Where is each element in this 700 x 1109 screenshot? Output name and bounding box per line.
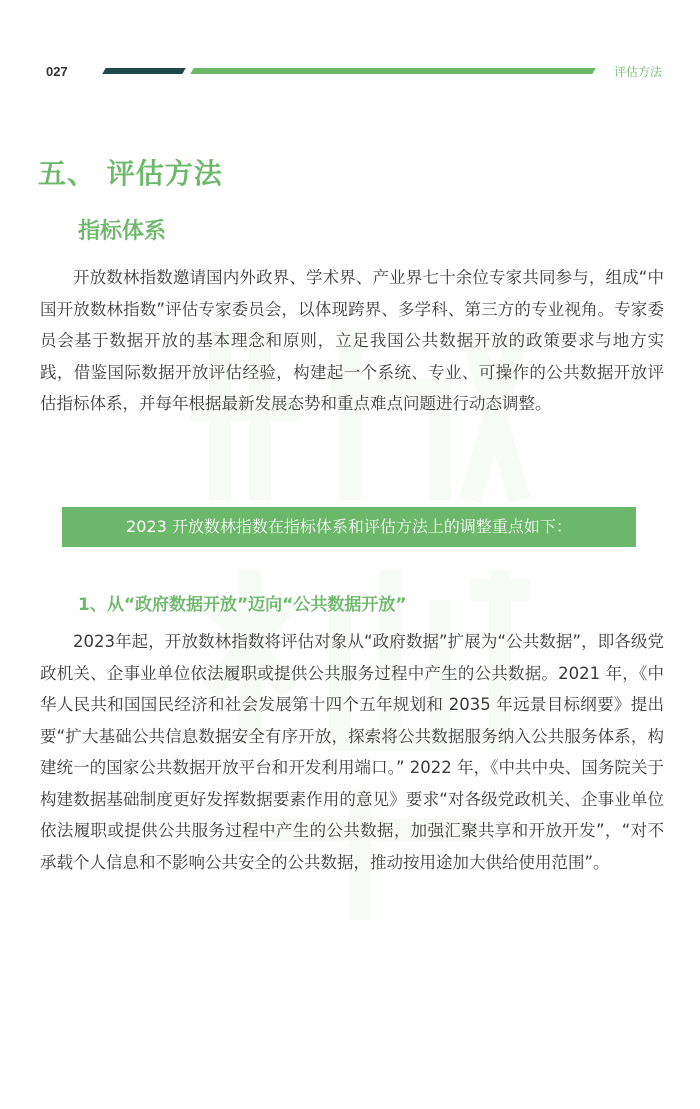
section-subtitle: 指标体系 xyxy=(78,219,167,244)
header-section-label: 评估方法 xyxy=(614,65,663,79)
header-green-bar xyxy=(190,68,595,74)
point-1-paragraph: 2023年起，开放数林指数将评估对象从“政府数据”扩展为“公共数据”，即各级党政机关、企事业单位依法履职或提供公共服务过程中产生的公共数据。2021 年，《中华人民共和国国民经济和社会发展第十四个五年规划和 2035 年远景目标纲要》提出要“扩大基础公共信息数据安全有序开放，探索将公共数据服务纳入公共服务体系，构建统一的国家公共数据开放平台和开发利用端口。” 2022 年，《中共中央、国务院关于构建数据基础制度更好发挥数据要素作用的意见》要求“对各级党政机关、企事业单位依法履职或提供公共服务过程中产生的公共数据，加强汇聚共享和开放开发”，“对不承载个人信息和不影响公共安全的公共数据，推动按用途加大供给使用范围”。 xyxy=(40,632,664,872)
header-dark-bar xyxy=(102,68,185,74)
section-title: 五、 评估方法 xyxy=(38,157,223,190)
intro-paragraph: 开放数林指数邀请国内外政界、学术界、产业界七十余位专家共同参与，组成“中国开放数林指数”评估专家委员会，以体现跨界、多学科、第三方的专业视角。专家委员会基于数据开放的基本理念和原则，立足我国公共数据开放的政策要求与地方实践，借鉴国际数据开放评估经验，构建起一个系统、专业、可操作的公共数据开放评估指标体系，并每年根据最新发展态势和重点难点问题进行动态调整。 xyxy=(40,268,664,413)
point-1-heading: 1、从“政府数据开放”迈向“公共数据开放” xyxy=(78,595,407,615)
page-number: 027 xyxy=(46,64,68,79)
adjustment-banner: 2023 开放数林指数在指标体系和评估方法上的调整重点如下： xyxy=(62,507,636,547)
page-header xyxy=(0,62,700,84)
